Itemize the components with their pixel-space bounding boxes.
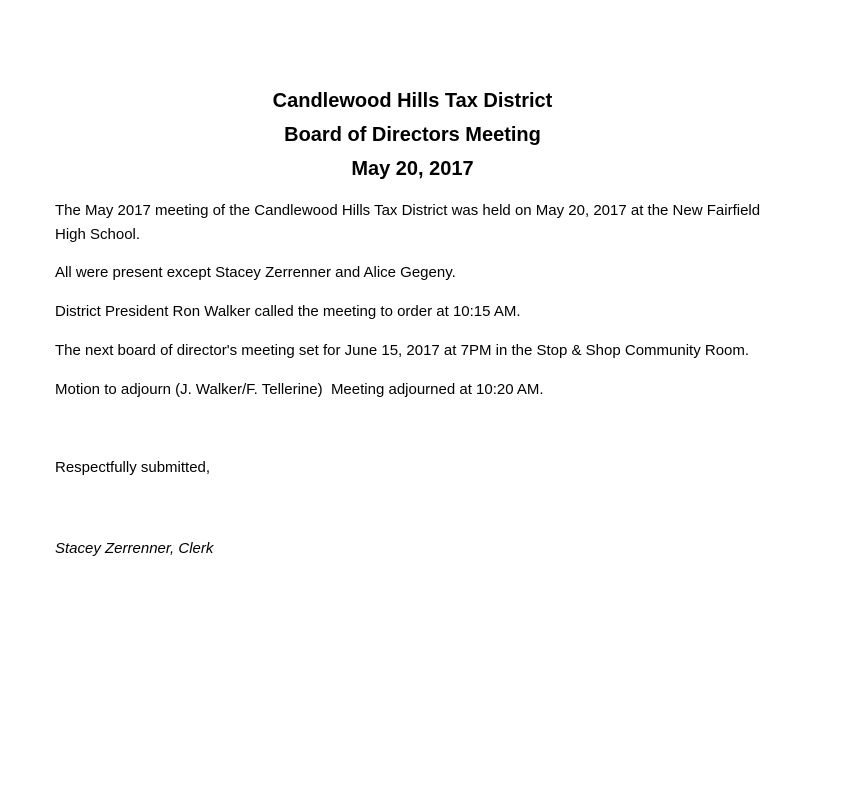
next-meeting-paragraph: The next board of director's meeting set for June 15, 2017 at 7PM in the Stop & Shop Community Room. — [55, 342, 750, 359]
intro-paragraph: The May 2017 meeting of the Candlewood Hills Tax District was held on May 20, 2017 at the New Fairfield High School. — [55, 202, 761, 243]
clerk-signature: Stacey Zerrenner, Clerk — [55, 540, 214, 557]
closing-salutation: Respectfully submitted, — [55, 459, 211, 476]
document-header — [0, 84, 825, 186]
meeting-title: Board of Directors Meeting — [284, 124, 541, 146]
call-to-order-paragraph: District President Ron Walker called the meeting to order at 10:15 AM. — [55, 303, 521, 320]
meeting-date: May 20, 2017 — [351, 158, 474, 180]
organization-title: Candlewood Hills Tax District — [272, 90, 553, 112]
adjourn-paragraph: Motion to adjourn (J. Walker/F. Tellerine) Meeting adjourned at 10:20 AM. — [55, 381, 544, 398]
attendance-paragraph: All were present except Stacey Zerrenner and Alice Gegeny. — [55, 264, 456, 281]
